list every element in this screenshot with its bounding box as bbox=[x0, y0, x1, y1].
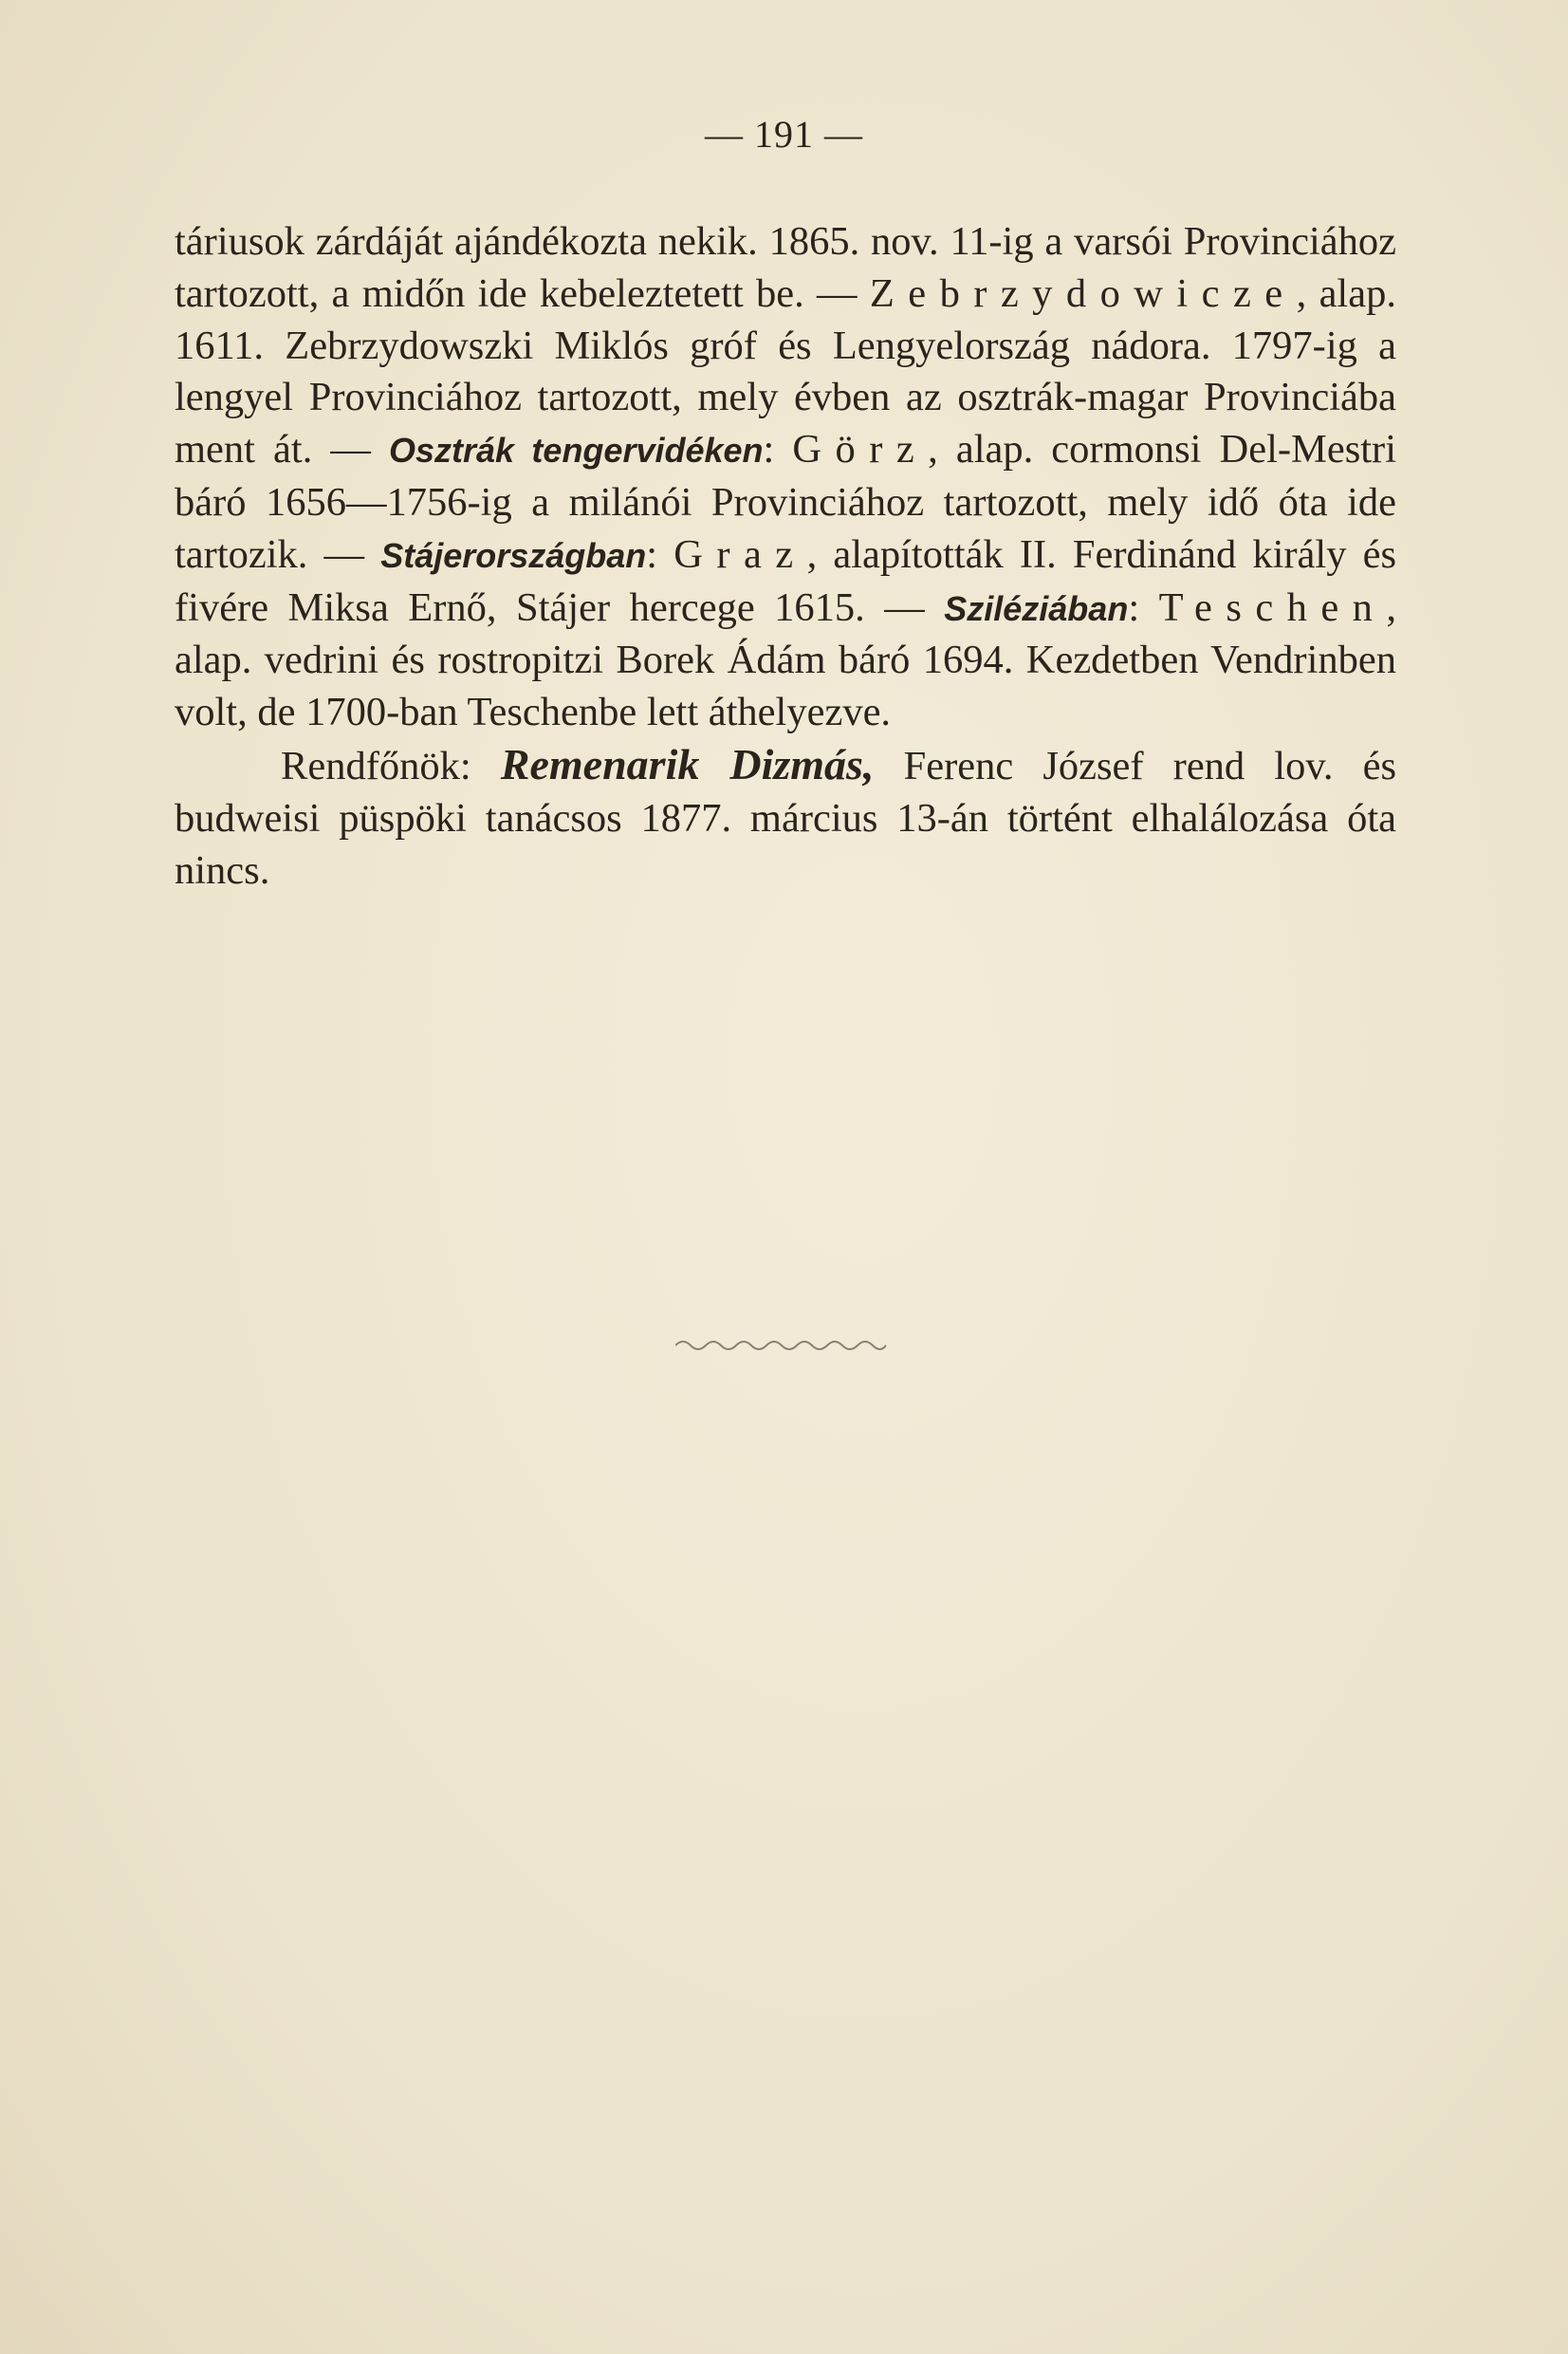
text-run: Rendfőnök: bbox=[281, 743, 501, 788]
italic-region-name: Stájerországban bbox=[380, 535, 647, 575]
italic-region-name: Sziléziában bbox=[944, 588, 1129, 628]
italic-region-name: Osztrák tengervidéken bbox=[388, 431, 764, 471]
superior-name: Remenarik Dizmás, bbox=[500, 739, 875, 788]
spaced-place-name: Teschen bbox=[1158, 584, 1387, 630]
text-run: : bbox=[1128, 584, 1159, 630]
text-run: Ferenc József rend lov. és budweisi püspöki tanácsos 1877. március 13-án történt elhalálozása óta nincs. bbox=[175, 743, 1396, 893]
spaced-place-name: Zebrzydowicze bbox=[869, 270, 1297, 316]
ornament-squiggle bbox=[675, 1338, 894, 1353]
text-run: , alap. 1611. Zebrzydowszki Miklós gróf és Lengyelország nádora. 1797-ig a lengyel Provinciához tartozott, mely évben az osztrák-magar Provinciába ment át. — bbox=[175, 270, 1396, 473]
text-run: : bbox=[763, 427, 793, 473]
body-text bbox=[175, 216, 1396, 897]
text-run: : bbox=[646, 531, 674, 577]
page-number: — 191 — bbox=[705, 113, 863, 156]
spaced-place-name: Görz bbox=[792, 427, 929, 473]
paragraph bbox=[175, 216, 1396, 739]
text-run: , alapították II. Ferdinánd király és fivére Miksa Ernő, Stájer hercege 1615. — bbox=[175, 531, 1397, 630]
paragraph bbox=[175, 739, 1396, 897]
text-run: , alap. vedrini és rostropitzi Borek Ádám báró 1694. Kezdetben Vendrinben volt, de 1700-ban Teschenbe lett áthelyezve. bbox=[175, 584, 1396, 735]
text-run: táriusok zárdáját ajándékozta nekik. 1865. nov. 11-ig a varsói Provinciához tartozott, a midőn ide kebeleztetett be. — bbox=[175, 219, 1396, 316]
spaced-place-name: Graz bbox=[673, 531, 807, 577]
text-run: , alap. cormonsi Del-Mestri báró 1656—1756-ig a milánói Provinciához tartozott, mely idő óta ide tartozik. — bbox=[175, 427, 1397, 577]
